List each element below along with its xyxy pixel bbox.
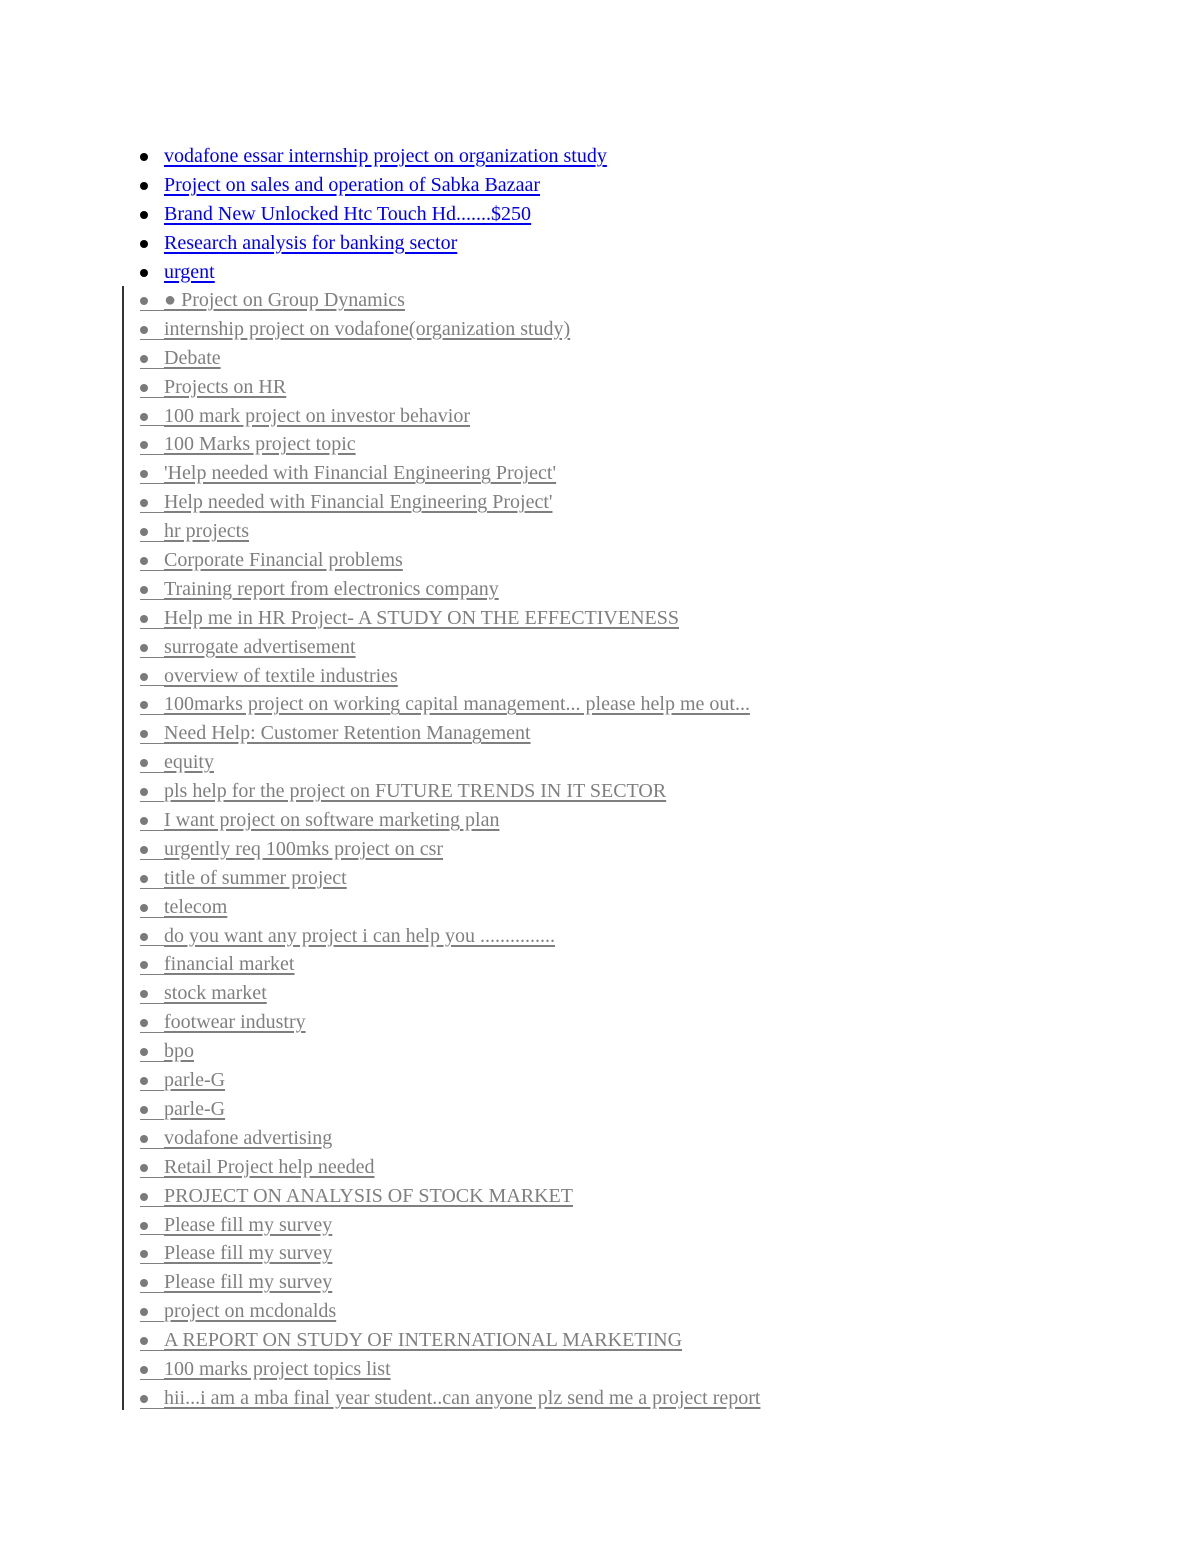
related-link[interactable]: do you want any project i can help you ............... <box>164 924 556 947</box>
related-link[interactable]: ● Project on Group Dynamics <box>164 289 405 311</box>
related-link[interactable]: 100 marks project topics list <box>164 1357 391 1380</box>
bullet-icon <box>140 875 148 883</box>
bullet-icon <box>140 441 148 449</box>
related-link[interactable]: Please fill my survey <box>164 1213 333 1236</box>
related-link[interactable]: project on mcdonalds <box>164 1300 337 1323</box>
related-link[interactable]: 'Help needed with Financial Engineering Project' <box>164 462 557 485</box>
bullet-icon <box>140 961 148 969</box>
bullet-icon <box>140 413 148 421</box>
related-link[interactable]: internship project on vodafone(organization study) <box>164 317 571 340</box>
bullet-icon <box>140 326 148 334</box>
related-link[interactable]: vodafone advertising <box>164 1126 333 1149</box>
related-link[interactable]: parle-G <box>164 1069 226 1092</box>
related-link[interactable]: 100 Marks project topic <box>164 433 356 456</box>
bullet-icon <box>140 1164 148 1172</box>
related-link[interactable]: A REPORT ON STUDY OF INTERNATIONAL MARKETING <box>164 1329 683 1352</box>
bullet-icon <box>140 990 148 998</box>
bullet-icon <box>140 1193 148 1201</box>
bullet-icon <box>140 586 148 594</box>
featured-link[interactable]: Brand New Unlocked Htc Touch Hd.......$250 <box>164 202 532 225</box>
bullet-icon <box>140 817 148 825</box>
related-link[interactable]: equity <box>164 751 214 774</box>
related-link[interactable]: hr projects <box>164 520 249 543</box>
bullet-icon <box>140 701 148 709</box>
related-link[interactable]: financial market <box>164 953 295 976</box>
related-link[interactable]: parle-G <box>164 1097 226 1120</box>
featured-link[interactable]: vodafone essar internship project on organization study <box>164 145 607 167</box>
bullet-icon <box>140 499 148 507</box>
vertical-rule <box>122 286 124 1410</box>
bullet-icon <box>140 644 148 652</box>
related-link[interactable]: Projects on HR <box>164 375 287 398</box>
bullet-icon <box>140 673 148 681</box>
bullet-icon <box>140 1279 148 1287</box>
bullet-icon <box>140 1048 148 1056</box>
related-link[interactable]: pls help for the project on FUTURE TRENDS IN IT SECTOR <box>164 780 667 803</box>
bullet-icon <box>140 1395 148 1403</box>
bullet-icon <box>140 788 148 796</box>
bullet-icon <box>140 933 148 941</box>
bullet-icon <box>140 1077 148 1085</box>
bullet-icon <box>140 1337 148 1345</box>
bullet-icon <box>140 1308 148 1316</box>
bullet-icon <box>140 557 148 565</box>
related-link[interactable]: 100 mark project on investor behavior <box>164 404 471 427</box>
related-link[interactable]: Training report from electronics company <box>164 577 499 600</box>
bullet-icon <box>140 1250 148 1258</box>
bullet-icon <box>140 355 148 363</box>
bullet-icon <box>140 240 148 248</box>
bullet-icon <box>140 1135 148 1143</box>
related-link[interactable]: Retail Project help needed <box>164 1155 375 1178</box>
bullet-icon <box>140 730 148 738</box>
related-link[interactable]: overview of textile industries <box>164 664 398 687</box>
featured-link[interactable]: urgent <box>164 260 215 283</box>
bullet-icon <box>140 1222 148 1230</box>
related-link[interactable]: footwear industry <box>164 1011 306 1034</box>
related-link[interactable]: Please fill my survey <box>164 1271 333 1294</box>
bullet-icon <box>140 528 148 536</box>
featured-link[interactable]: Research analysis for banking sector <box>164 231 458 254</box>
related-link[interactable]: Please fill my survey <box>164 1242 333 1265</box>
related-link[interactable]: bpo <box>164 1040 194 1063</box>
related-link[interactable]: Need Help: Customer Retention Management <box>164 722 531 745</box>
bullet-icon <box>140 297 148 305</box>
bullet-icon <box>140 182 148 190</box>
related-link[interactable]: Debate <box>164 346 221 369</box>
bullet-icon <box>140 904 148 912</box>
related-link[interactable]: Help me in HR Project- A STUDY ON THE EFFECTIVENESS <box>164 606 679 629</box>
bullet-icon <box>140 1019 148 1027</box>
bullet-icon <box>140 470 148 478</box>
bullet-icon <box>140 759 148 767</box>
related-link[interactable]: title of summer project <box>164 866 347 889</box>
bullet-icon <box>140 269 148 277</box>
related-link[interactable]: Help needed with Financial Engineering Project' <box>164 491 553 514</box>
related-link[interactable]: telecom <box>164 895 228 918</box>
related-link[interactable]: stock market <box>164 982 267 1005</box>
related-link[interactable]: surrogate advertisement <box>164 635 356 658</box>
bullet-icon <box>140 1366 148 1374</box>
bullet-icon <box>140 1106 148 1114</box>
bullet-icon <box>140 211 148 219</box>
bullet-icon <box>140 615 148 623</box>
related-link[interactable]: PROJECT ON ANALYSIS OF STOCK MARKET <box>164 1184 573 1207</box>
bullet-icon <box>140 384 148 392</box>
related-link[interactable]: Corporate Financial problems <box>164 549 403 572</box>
related-link[interactable]: hii...i am a mba final year student..can anyone plz send me a project report <box>164 1386 761 1409</box>
related-link[interactable]: urgently req 100mks project on csr <box>164 837 444 860</box>
featured-link[interactable]: Project on sales and operation of Sabka Bazaar <box>164 173 540 196</box>
bullet-icon <box>140 153 148 161</box>
bullet-icon <box>140 846 148 854</box>
related-link[interactable]: I want project on software marketing plan <box>164 809 500 832</box>
related-link[interactable]: 100marks project on working capital management... please help me out... <box>164 693 750 716</box>
